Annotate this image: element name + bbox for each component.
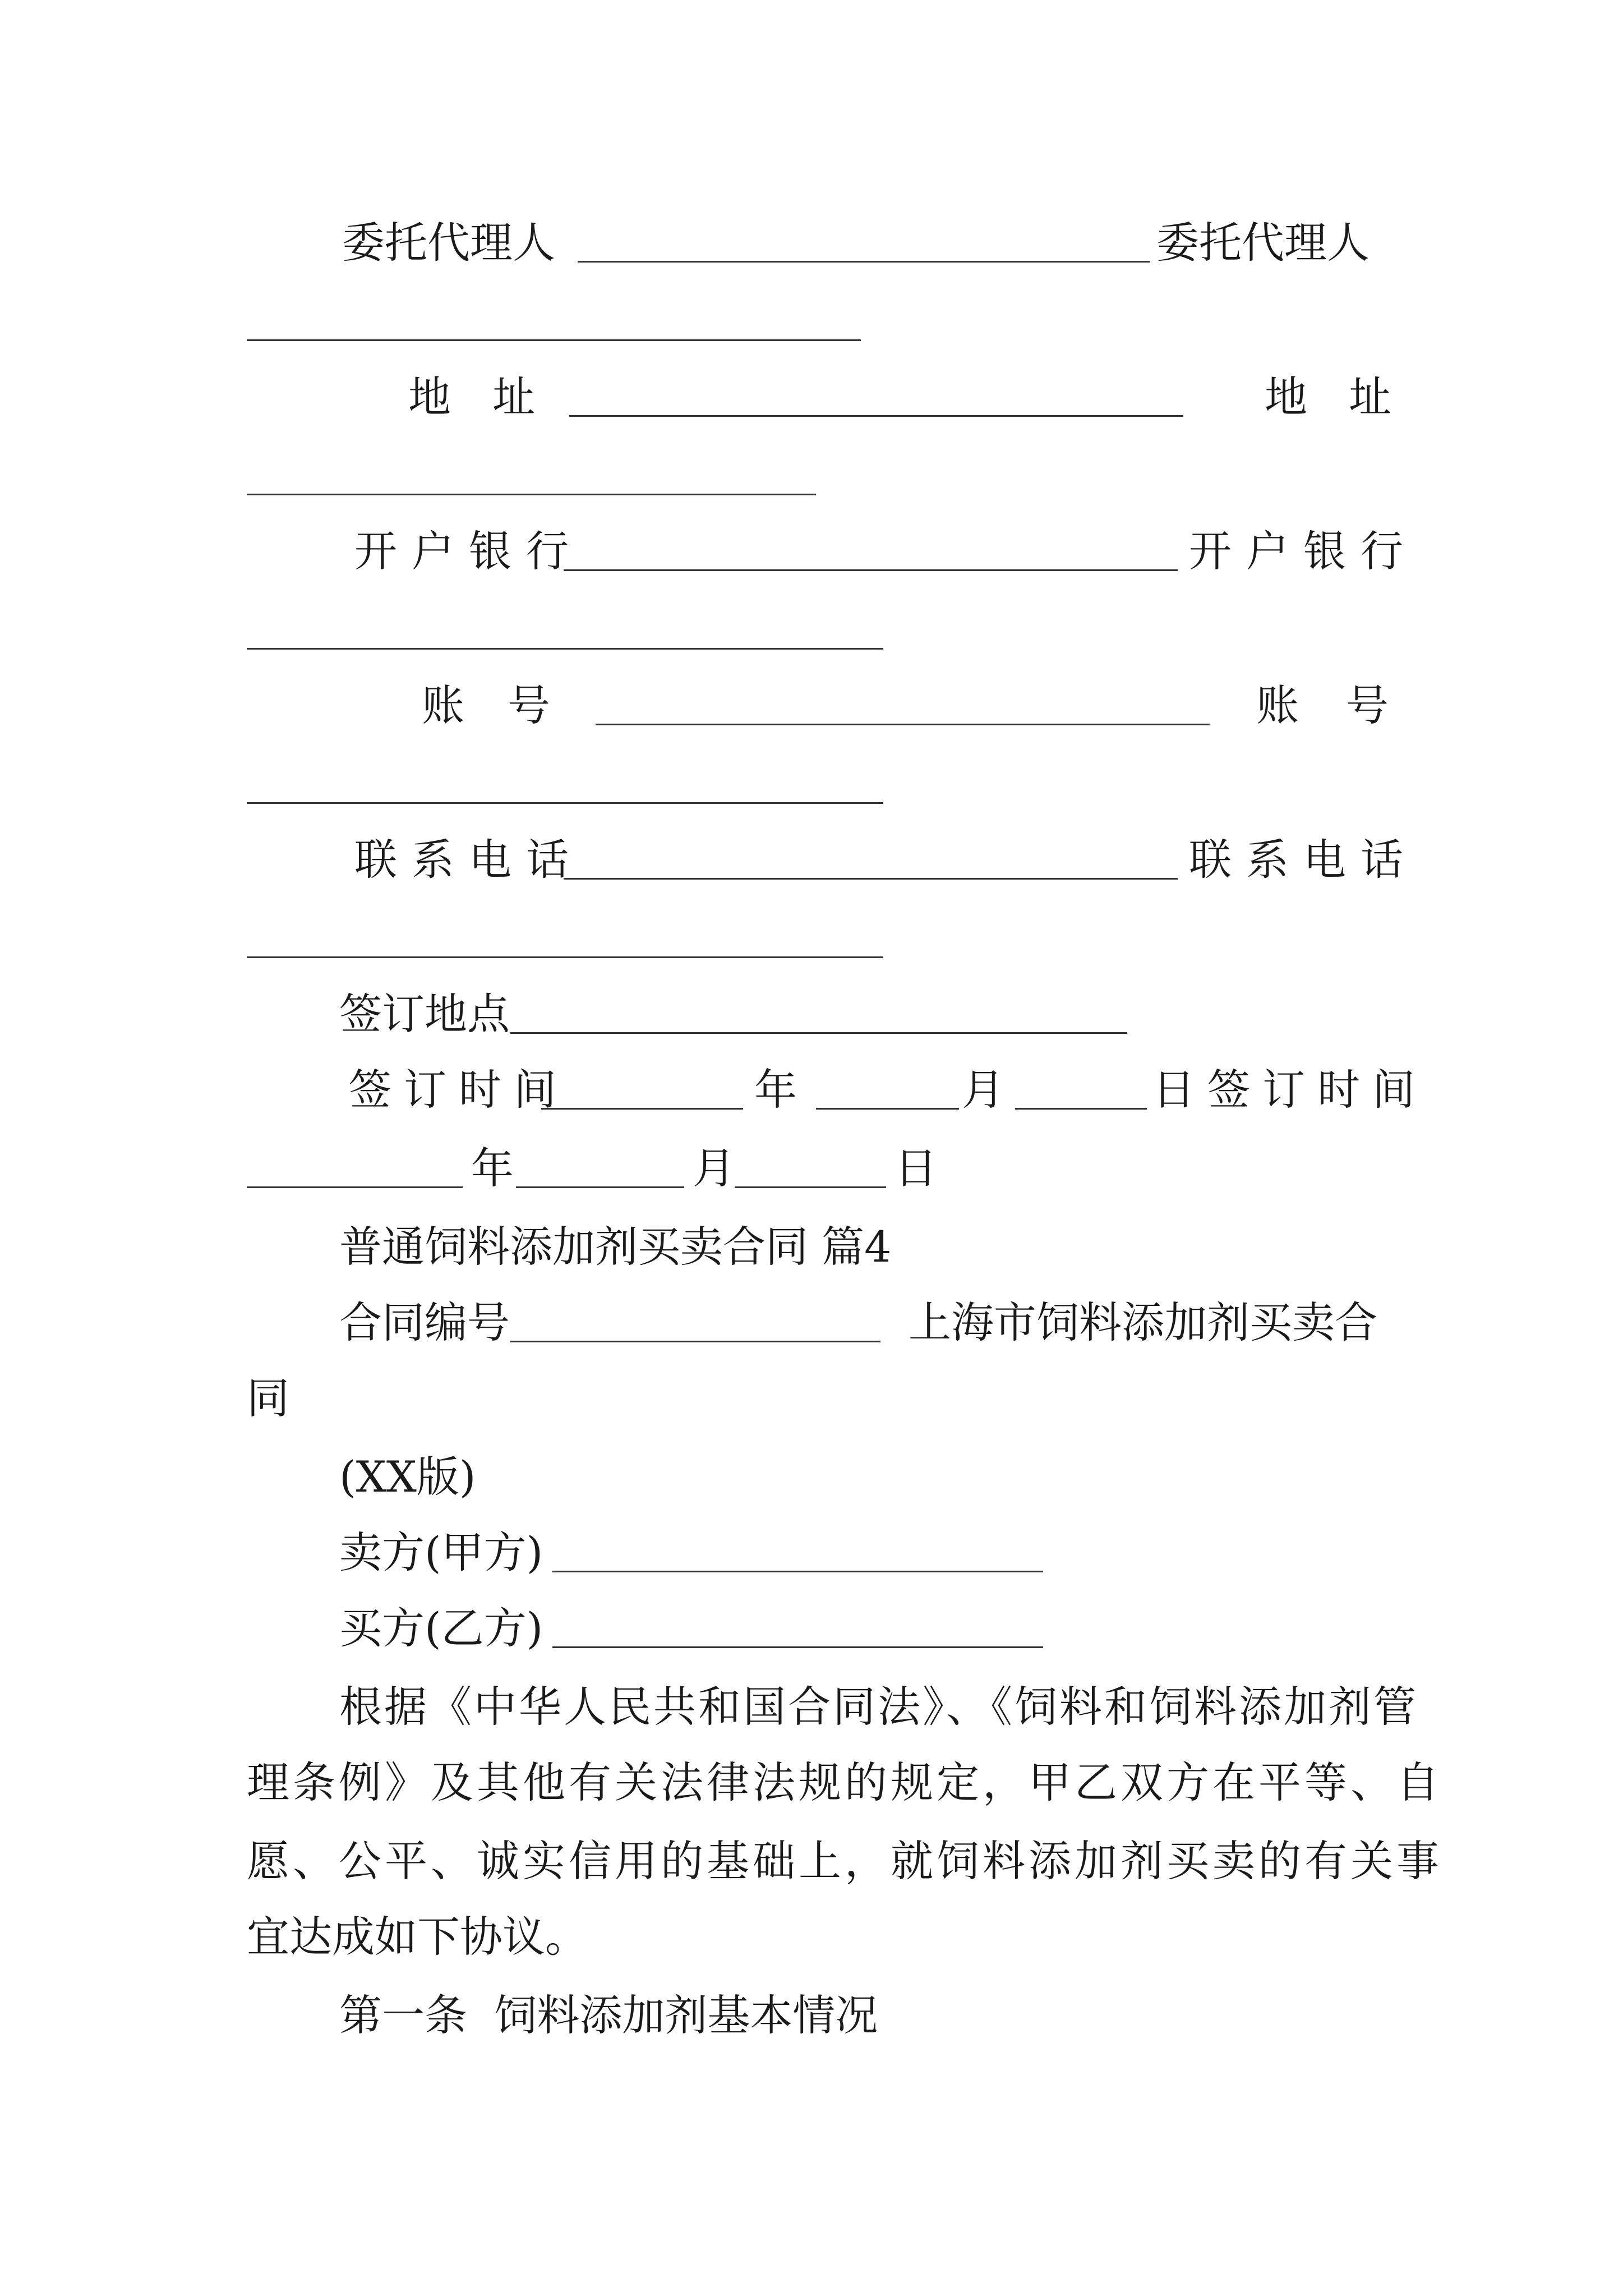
contract-paragraph-line-4: 宜达成如下协议。 (247, 1912, 588, 1962)
account-label-right-char2: 号 (1346, 680, 1389, 730)
account-label-left-char2: 号 (508, 680, 550, 730)
buyer-label: 买方(乙方) (339, 1603, 543, 1653)
sign-place-blank[interactable] (510, 1032, 1127, 1034)
contract-title-part2: 同 (247, 1373, 289, 1423)
sign-month-blank-left[interactable] (816, 1108, 959, 1110)
sign-month-blank-right[interactable] (516, 1186, 684, 1188)
contract-number-blank[interactable] (510, 1341, 880, 1342)
phone-blank-left[interactable] (564, 878, 1178, 880)
contract-paragraph-line-1: 根据《中华人民共和国合同法》、《饲料和饲料添加剂管 (339, 1682, 1418, 1732)
seller-label: 卖方(甲方) (339, 1527, 543, 1577)
contract-paragraph-line-3: 愿、公平、诚实信用的基础上，就饲料添加剂买卖的有关事 (247, 1836, 1442, 1886)
contract-number-label: 合同编号 (339, 1297, 510, 1347)
sign-day-blank-right[interactable] (735, 1186, 886, 1188)
sign-time-label-left (349, 1065, 569, 1115)
sign-month-label-right: 月 (693, 1143, 735, 1193)
phone-blank-right[interactable] (247, 956, 883, 958)
sign-place-label: 签订地点 (339, 989, 510, 1039)
account-blank-right[interactable] (247, 802, 883, 804)
bank-label-left (354, 526, 583, 576)
entrusted-agent-label-right: 委托代理人 (1156, 218, 1370, 268)
entrusted-agent-label-left: 委托代理人 (342, 218, 555, 268)
sign-year-label-left: 年 (754, 1065, 797, 1115)
entrusted-agent-blank-right[interactable] (247, 339, 861, 341)
address-blank-right[interactable] (247, 494, 816, 495)
address-label-left-char1: 地 (408, 372, 451, 422)
address-label-right-char2: 址 (1349, 372, 1391, 422)
address-label-right-char1: 地 (1265, 372, 1307, 422)
sign-year-blank-left[interactable] (541, 1108, 743, 1110)
account-blank-left[interactable] (596, 724, 1210, 725)
sign-month-label-left: 月 (962, 1065, 1004, 1115)
phone-label-left (354, 835, 583, 885)
bank-blank-right[interactable] (247, 648, 883, 650)
contract-paragraph-line-2: 理条例》及其他有关法律法规的规定，甲乙双方在平等、自 (247, 1757, 1442, 1807)
address-blank-left[interactable] (569, 415, 1183, 417)
sign-time-label-left-text: 签订时间 (349, 1065, 569, 1115)
sign-day-blank-left[interactable] (1015, 1108, 1147, 1110)
sign-day-and-time-text: 日签订时间 (1152, 1065, 1427, 1115)
sign-day-and-time-label-right (1152, 1065, 1427, 1115)
contract-title-part1: 上海市饲料添加剂买卖合 (909, 1297, 1377, 1347)
account-label-left-char1: 账 (422, 680, 464, 730)
bank-label-right (1189, 526, 1418, 576)
address-label-left-char2: 址 (492, 372, 535, 422)
seller-blank[interactable] (552, 1571, 1043, 1572)
buyer-blank[interactable] (552, 1646, 1043, 1648)
entrusted-agent-blank-left[interactable] (578, 261, 1150, 263)
account-label-right-char1: 账 (1256, 680, 1299, 730)
bank-label-left-text: 开户银行 (354, 526, 583, 576)
phone-label-left-text: 联系电话 (354, 835, 583, 885)
phone-label-right-text: 联系电话 (1189, 835, 1418, 885)
bank-blank-left[interactable] (564, 569, 1178, 571)
sign-year-blank-right[interactable] (247, 1186, 463, 1188)
phone-label-right (1189, 835, 1418, 885)
contract-version: (XX版) (339, 1452, 476, 1502)
contract4-heading: 普通饲料添加剂买卖合同 篇4 (339, 1222, 892, 1272)
article-1-heading: 第一条 饲料添加剂基本情况 (339, 1990, 878, 2040)
sign-day-label-right: 日 (895, 1143, 937, 1193)
sign-year-label-right: 年 (471, 1143, 514, 1193)
bank-label-right-text: 开户银行 (1189, 526, 1418, 576)
